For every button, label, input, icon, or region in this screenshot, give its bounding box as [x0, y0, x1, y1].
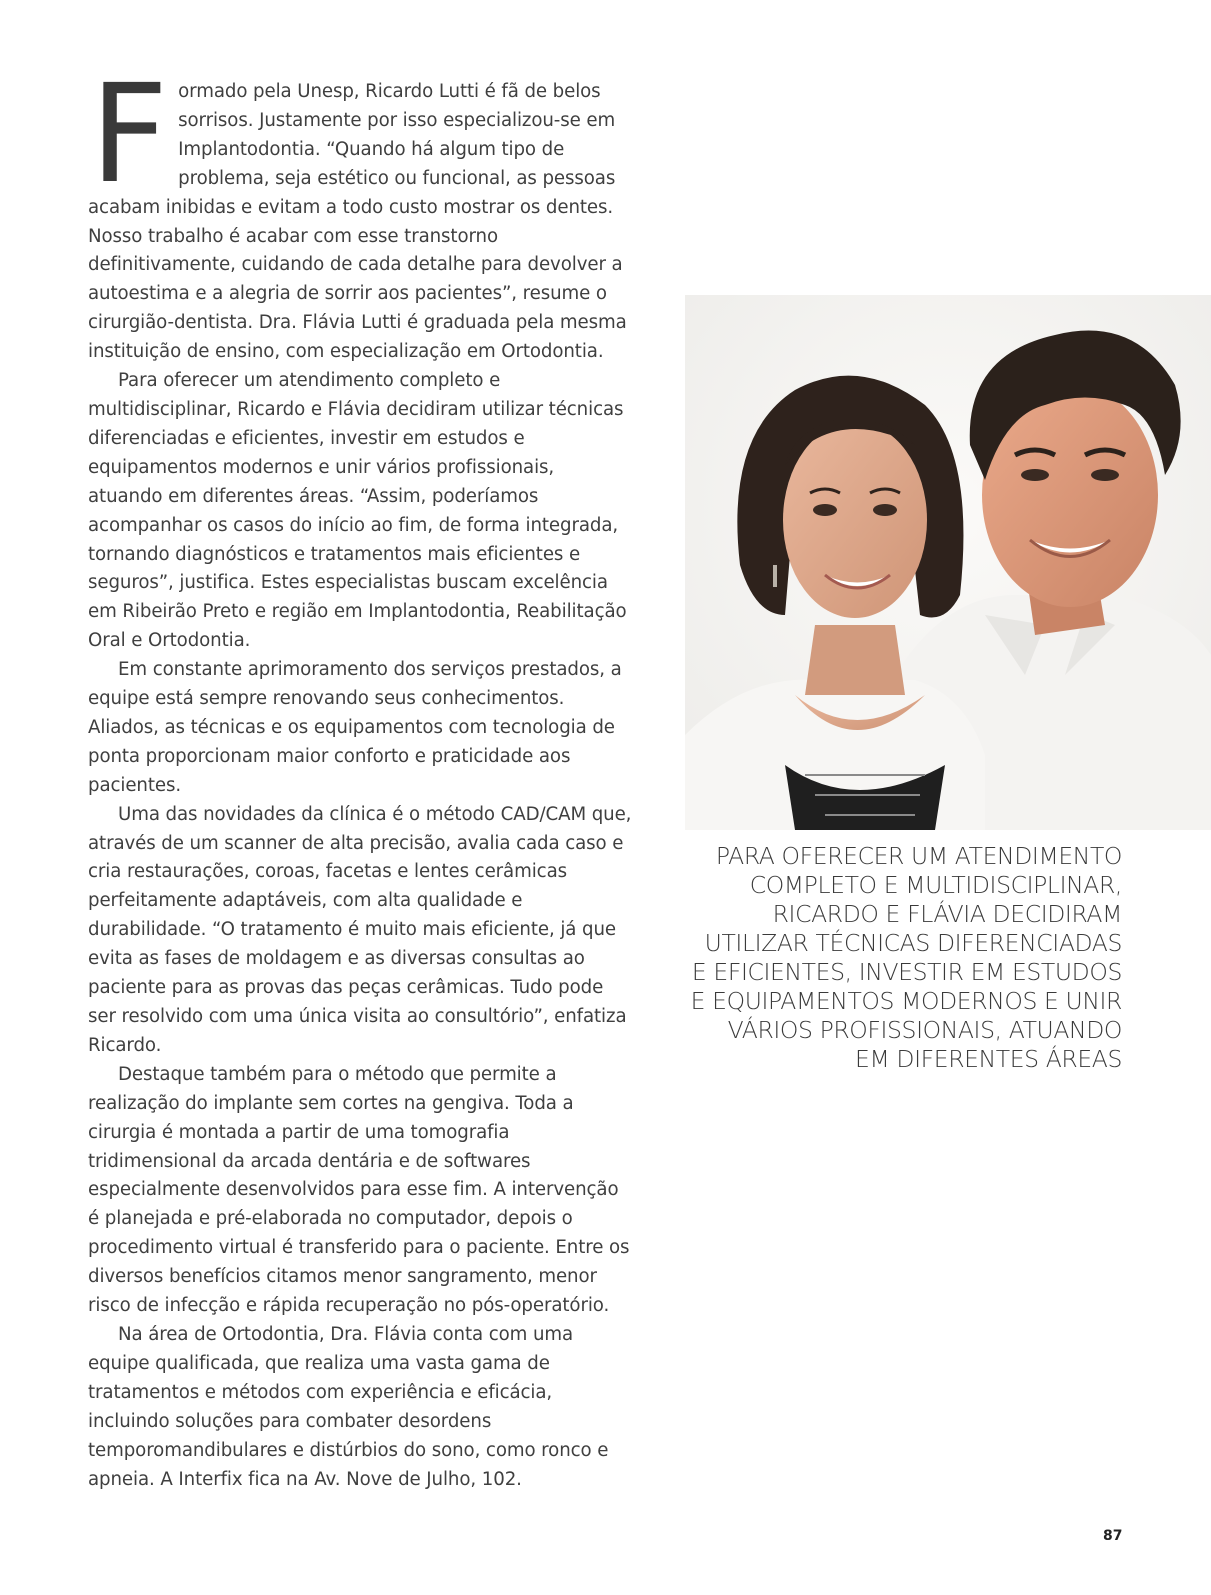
portrait-illustration: [685, 295, 1211, 830]
pull-quote: PARA OFERECER UM ATENDIMENTO COMPLETO E MULTIDISCIPLINAR, RICARDO E FLÁVIA DECIDIRAM UTILIZAR TÉCNICAS DIFERENCIADAS E EFICIENTES, INVESTIR EM ESTUDOS E EQUIPAMENTOS MODERNOS E UNIR VÁRIOS PROFISSIONAIS, ATUANDO EM DIFERENTES ÁREAS: [690, 842, 1122, 1073]
article-paragraph-3: Em constante aprimoramento dos serviços prestados, a equipe está sempre renovando seus conhecimentos. Aliados, as técnicas e os equipamentos com tecnologia de ponta proporcionam maior conforto e praticidade aos pacientes.: [88, 659, 622, 796]
article-paragraph-5: Destaque também para o método que permite a realização do implante sem cortes na gengiva. Toda a cirurgia é montada a partir de uma tomografia tridimensional da arcada dentária e de softwares especialmente desenvolvidos para esse fim. A intervenção é planejada e pré-elaborada no computador, depois o procedimento virtual é transferido para o paciente. Entre os diversos benefícios citamos menor sangramento, menor risco de infecção e rápida recuperação no pós-operatório.: [88, 1063, 630, 1317]
article-body: [88, 56, 633, 1494]
paragraph-1-text: ormado pela Unesp, Ricardo Lutti é fã de belos sorrisos. Justamente por isso especializou-se em Implantodontia. “Quando há algum tipo de problema, seja estético ou funcional, as pessoas acabam inibidas e evitam a todo custo mostrar os dentes. Nosso trabalho é acabar com esse transtorno definitivamente, cuidando de cada detalhe para devolver a autoestima e a alegria de sorrir aos pacientes”, resume o cirurgião-dentista. Dra. Flávia Lutti é graduada pela mesma instituição de ensino, com especialização em Ortodontia.: [88, 81, 627, 363]
drop-cap: F: [90, 56, 169, 214]
article-paragraph-4: Uma das novidades da clínica é o método CAD/CAM que, através de um scanner de alta precisão, avalia cada caso e cria restaurações, coroas, facetas e lentes cerâmicas perfeitamente adaptáveis, com alta qualidade e durabilidade. “O tratamento é muito mais eficiente, já que evita as fases de moldagem e as diversas consultas ao paciente para as provas das peças cerâmicas. Tudo pode ser resolvido com uma única visita ao consultório”, enfatiza Ricardo.: [88, 803, 632, 1056]
article-paragraph-1: [88, 56, 633, 367]
article-paragraph-6: Na área de Ortodontia, Dra. Flávia conta com uma equipe qualificada, que realiza uma vasta gama de tratamentos e métodos com experiência e eficácia, incluindo soluções para combater desordens temporomandibulares e distúrbios do sono, como ronco e apneia. A Interfix fica na Av. Nove de Julho, 102.: [88, 1323, 609, 1490]
article-paragraph-2: Para oferecer um atendimento completo e multidisciplinar, Ricardo e Flávia decidiram utilizar técnicas diferenciadas e eficientes, investir em estudos e equipamentos modernos e unir vários profissionais, atuando em diferentes áreas. “Assim, poderíamos acompanhar os casos do início ao fim, de forma integrada, tornando diagnósticos e tratamentos mais eficientes e seguros”, justifica. Estes especialistas buscam excelência em Ribeirão Preto e região em Implantodontia, Reabilitação Oral e Ortodontia.: [88, 370, 627, 652]
portrait-photo: [685, 295, 1211, 830]
page-number: 87: [1103, 1528, 1123, 1544]
